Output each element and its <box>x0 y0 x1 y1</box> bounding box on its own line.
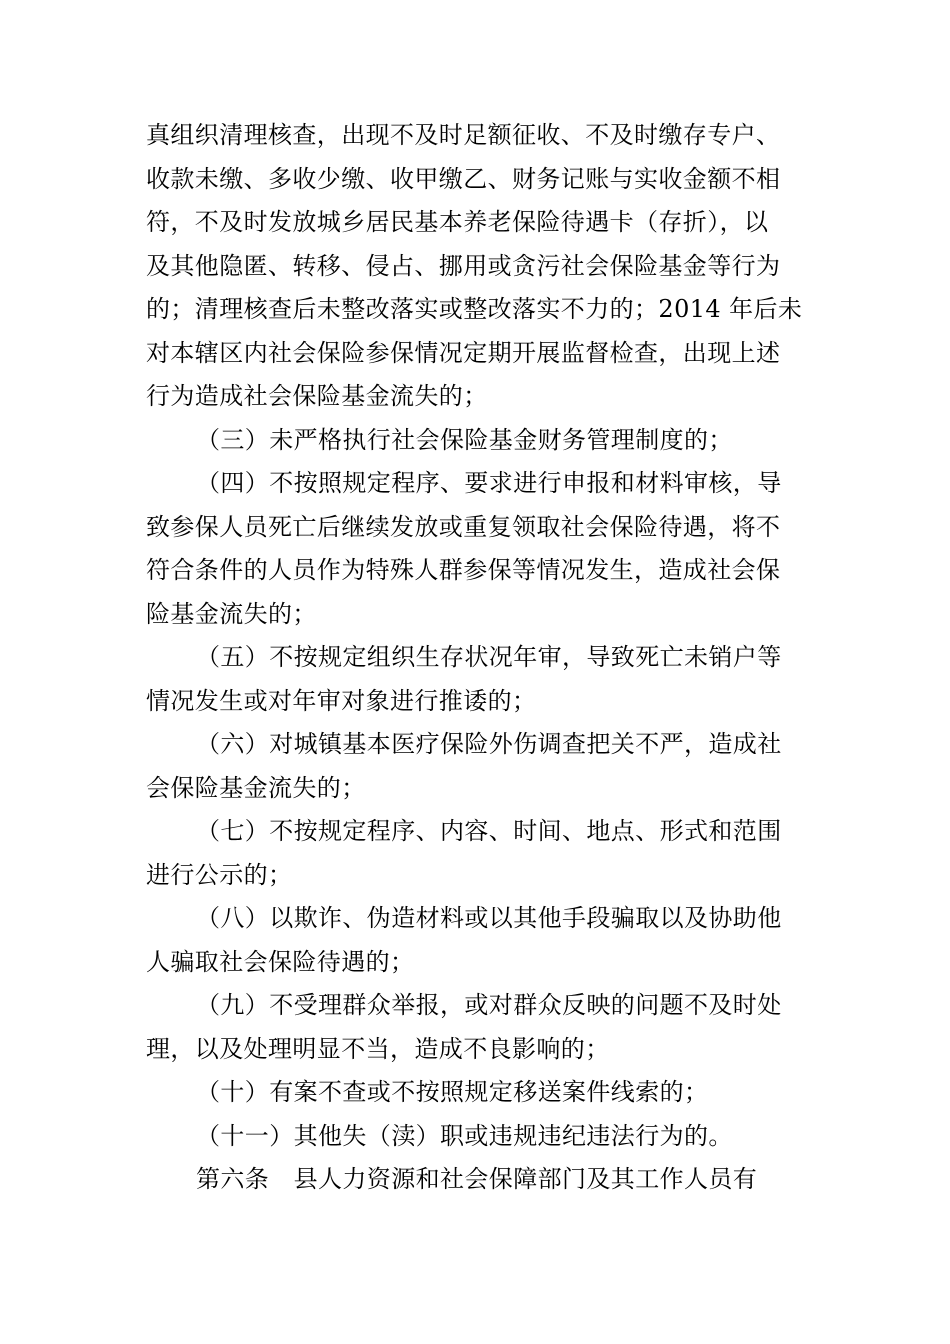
text-line: 对本辖区内社会保险参保情况定期开展监督检查，出现上述 <box>146 338 781 367</box>
clause-8-line: （八）以欺诈、伪造材料或以其他手段骗取以及协助他 <box>196 904 782 932</box>
text-line: 致参保人员死亡后继续发放或重复领取社会保险待遇，将不 <box>146 512 781 541</box>
text-line: 行为造成社会保险基金流失的； <box>146 382 488 410</box>
text-line: 情况发生或对年审对象进行推诿的； <box>146 686 537 715</box>
clause-6-line: （六）对城镇基本医疗保险外伤调查把关不严，造成社 <box>196 730 782 758</box>
text-line: 险基金流失的； <box>146 599 317 628</box>
text-line: 真组织清理核查，出现不及时足额征收、不及时缴存专户、 <box>146 121 781 149</box>
clause-3-line: （三）未严格执行社会保险基金财务管理制度的； <box>196 425 733 454</box>
clause-11-line: （十一）其他失（渎）职或违规违纪违法行为的。 <box>196 1121 733 1150</box>
clause-10-line: （十）有案不查或不按照规定移送案件线索的； <box>196 1078 709 1106</box>
document-body <box>146 114 810 1202</box>
text-line: 理，以及处理明显不当，造成不良影响的； <box>146 1034 610 1063</box>
clause-5-line: （五）不按规定组织生存状况年审，导致死亡未销户等 <box>196 643 782 671</box>
text-line: 进行公示的； <box>146 860 293 889</box>
text-line: 会保险基金流失的； <box>146 773 366 802</box>
clause-9-line: （九）不受理群众举报，或对群众反映的问题不及时处 <box>196 991 782 1019</box>
article-6-line: 第六条 县人力资源和社会保障部门及其工作人员有 <box>196 1165 758 1193</box>
clause-4-line: （四）不按照规定程序、要求进行申报和材料审核，导 <box>196 469 782 497</box>
text-line: 收款未缴、多收少缴、收甲缴乙、财务记账与实收金额不相 <box>146 164 781 193</box>
text-line: 符合条件的人员作为特殊人群参保等情况发生，造成社会保 <box>146 556 781 584</box>
text-line: 的；清理核查后未整改落实或整改落实不力的；2014 年后未 <box>146 295 803 323</box>
text-line: 及其他隐匿、转移、侵占、挪用或贪污社会保险基金等行为 <box>146 251 781 280</box>
text-line: 符，不及时发放城乡居民基本养老保险待遇卡（存折），以 <box>146 208 769 236</box>
text-line: 人骗取社会保险待遇的； <box>146 947 415 976</box>
clause-7-line: （七）不按规定程序、内容、时间、地点、形式和范围 <box>196 817 782 845</box>
